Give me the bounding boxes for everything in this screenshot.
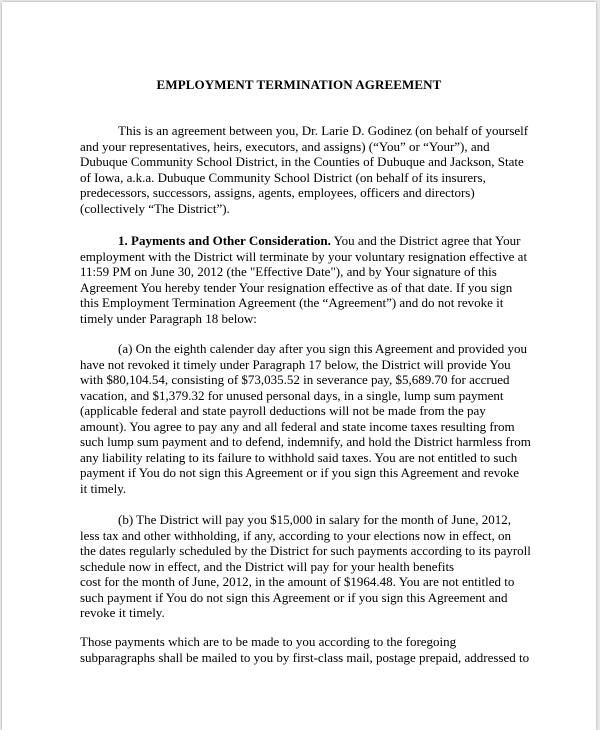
text-line: predecessors, successors, assigns, agents, employees, officers and directors) bbox=[80, 185, 475, 200]
text-line: with $80,104.54, consisting of $73,035.52 in severance pay, $5,689.70 for accrued bbox=[80, 372, 510, 387]
text-line: 11:59 PM on June 30, 2012 (the "Effective Date"), and by Your signature of this bbox=[80, 264, 497, 279]
text-line: this Employment Termination Agreement (the “Agreement”) and do not revoke it bbox=[80, 295, 504, 310]
text-line: have not revoked it timely under Paragraph 17 below, the District will provide You bbox=[80, 356, 511, 372]
text-line: it timely. bbox=[80, 480, 127, 496]
text-line: schedule now in effect, and the District will pay for your health benefits bbox=[80, 558, 455, 574]
text-line: (collectively “The District”). bbox=[80, 200, 230, 216]
text-line: amount). You agree to pay any and all federal and state income taxes resulting from bbox=[80, 418, 515, 434]
section-1-first-line bbox=[80, 233, 550, 249]
text-line: Those payments which are to be made to you according to the foregoing bbox=[80, 634, 457, 649]
text-line: such lump sum payment and to defend, indemnify, and hold the District harmless from bbox=[80, 434, 531, 449]
subparagraph-b bbox=[80, 512, 550, 621]
section-1-paragraph bbox=[80, 233, 550, 326]
text-line: the dates regularly scheduled by the District for such payments according to its payroll bbox=[80, 543, 531, 558]
text-line: vacation, and $1,379.32 for unused personal days, in a single, lump sum payment bbox=[80, 387, 504, 403]
text-line: and your representatives, heirs, executors, and assigns) (“You” or “Your”), and bbox=[80, 138, 490, 154]
text-line: This is an agreement between you, Dr. Larie D. Godinez (on behalf of yourself bbox=[118, 123, 529, 138]
text-line: of Iowa, a.k.a. Dubuque Community School District (on behalf of its insurers, bbox=[80, 169, 486, 185]
text-line: Dubuque Community School District, in the Counties of Dubuque and Jackson, State bbox=[80, 154, 524, 169]
intro-paragraph bbox=[80, 123, 550, 216]
text-line: (a) On the eighth calender day after you sign this Agreement and provided you bbox=[118, 341, 528, 356]
closing-paragraph bbox=[80, 634, 550, 665]
text-line: such payment if You do not sign this Agreement or if you sign this Agreement and bbox=[80, 589, 508, 605]
section-1-heading: 1. Payments and Other Consideration. bbox=[118, 233, 331, 248]
document-page bbox=[2, 2, 596, 730]
text-line: payment if You do not sign this Agreement or if you sign this Agreement and revoke bbox=[80, 465, 520, 480]
subparagraph-a bbox=[80, 341, 550, 496]
text-line: subparagraphs shall be mailed to you by first-class mail, postage prepaid, addressed to bbox=[80, 649, 530, 665]
text-line: Agreement You hereby tender Your resignation effective as of that date. If you sign bbox=[80, 279, 513, 295]
text-line: timely under Paragraph 18 below: bbox=[80, 310, 257, 326]
section-1-first-line-text: You and the District agree that Your bbox=[330, 233, 521, 248]
text-line: revoke it timely. bbox=[80, 605, 165, 620]
text-line: (applicable federal and state payroll deductions will not be made from the pay bbox=[80, 403, 486, 418]
document-title: EMPLOYMENT TERMINATION AGREEMENT bbox=[156, 77, 442, 92]
document-body bbox=[2, 2, 596, 730]
text-line: any liability relating to its failure to withhold said taxes. You are not entitled to such bbox=[80, 449, 518, 465]
text-line: cost for the month of June, 2012, in the amount of $1964.48. You are not entitled to bbox=[80, 574, 515, 589]
text-line: employment with the District will terminate by your voluntary resignation effective at bbox=[80, 248, 528, 264]
text-line: (b) The District will pay you $15,000 in salary for the month of June, 2012, bbox=[118, 512, 511, 527]
text-line: less tax and other withholding, if any, according to your elections now in effect, on bbox=[80, 527, 512, 543]
